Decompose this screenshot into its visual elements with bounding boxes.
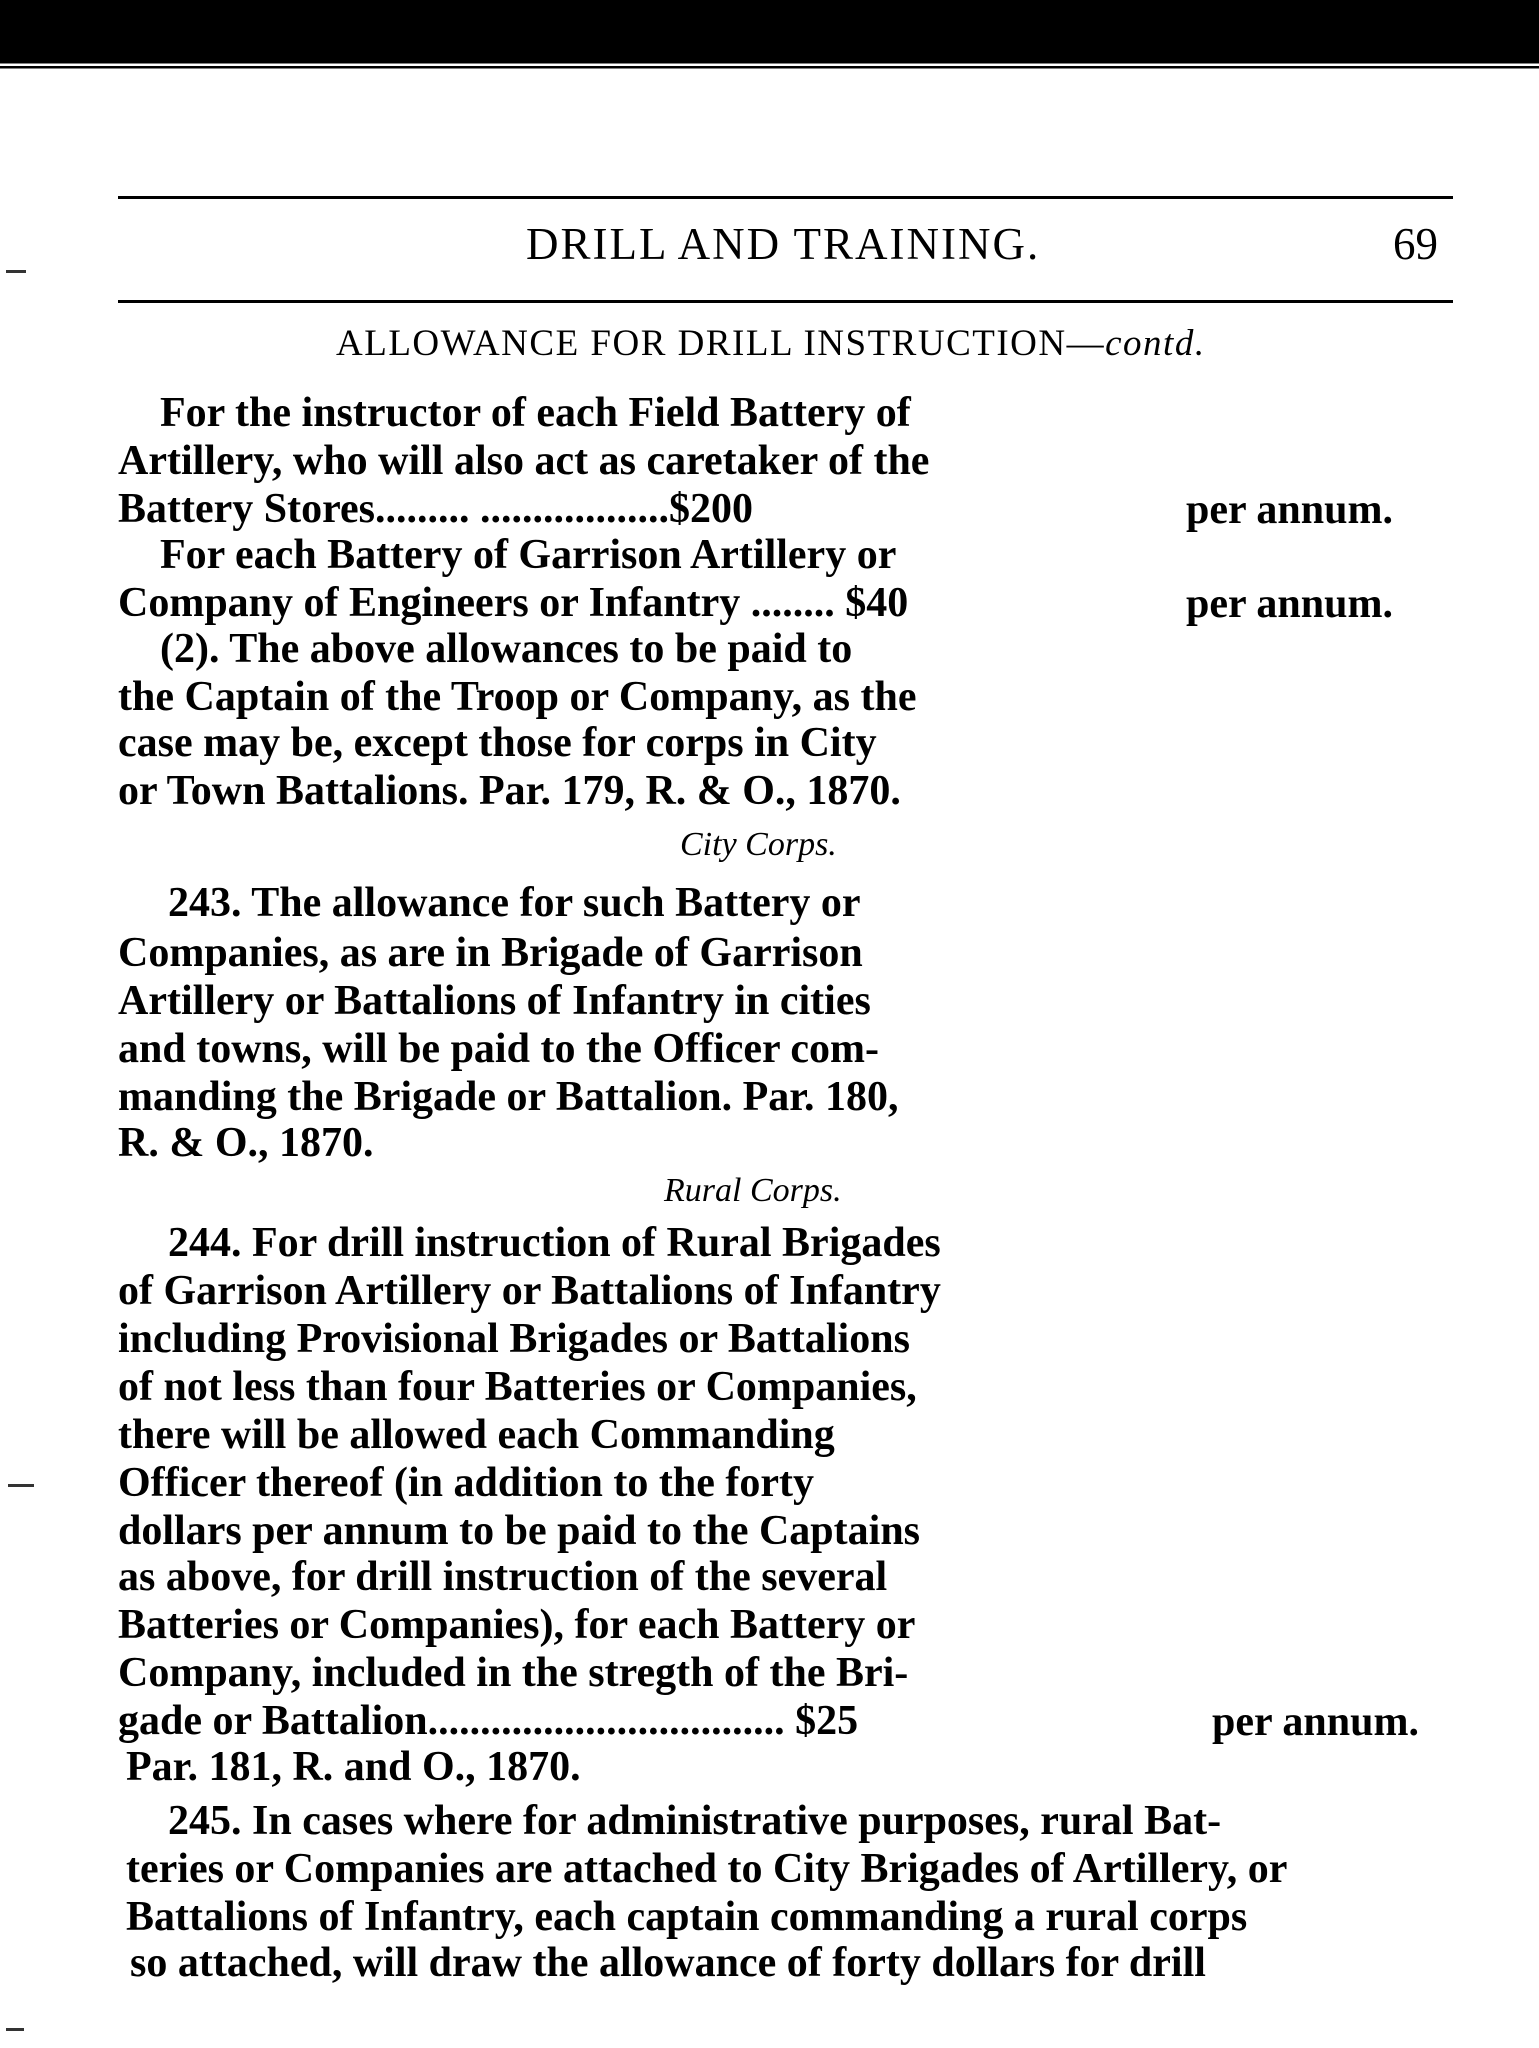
text-line: For each Battery of Garrison Artillery or (160, 532, 897, 578)
header-rule-top (118, 196, 1453, 199)
section-head-city-corps: City Corps. (680, 826, 837, 863)
scan-speck (8, 1484, 34, 1487)
amount-suffix: per annum. (1186, 581, 1393, 627)
text-line: of not less than four Batteries or Companies, (118, 1364, 917, 1410)
text-line: Battery Stores......... ..................$200 (118, 486, 753, 532)
text-line: teries or Companies are attached to City Brigades of Artillery, or (126, 1846, 1288, 1892)
scan-speck (6, 2028, 24, 2031)
text-line: dollars per annum to be paid to the Captains (118, 1508, 921, 1554)
text-line: there will be allowed each Commanding (118, 1412, 835, 1458)
text-line: Artillery, who will also act as caretaker of the (118, 438, 930, 484)
page-number: 69 (1393, 219, 1438, 269)
text-line: manding the Brigade or Battalion. Par. 180, (118, 1074, 899, 1120)
text-line: R. & O., 1870. (118, 1120, 374, 1166)
text-line: Company, included in the stregth of the Bri- (118, 1650, 909, 1696)
text-line: as above, for drill instruction of the several (118, 1554, 888, 1600)
text-line: Officer thereof (in addition to the forty (118, 1460, 814, 1506)
text-line: of Garrison Artillery or Battalions of Infantry (118, 1268, 941, 1314)
text-line: 245. In cases where for administrative purposes, rural Bat- (168, 1798, 1222, 1844)
scan-top-border-edge (0, 58, 1539, 76)
running-head-title: DRILL AND TRAINING. (526, 219, 1041, 269)
amount-suffix: per annum. (1212, 1699, 1419, 1745)
text-line: so attached, will draw the allowance of forty dollars for drill (130, 1940, 1206, 1986)
text-line: 243. The allowance for such Battery or (168, 880, 861, 926)
scan-speck (6, 270, 26, 273)
text-line: or Town Battalions. Par. 179, R. & O., 1870. (118, 768, 901, 814)
text-line: the Captain of the Troop or Company, as the (118, 674, 917, 720)
text-line: Par. 181, R. and O., 1870. (126, 1744, 581, 1790)
text-line: including Provisional Brigades or Battalions (118, 1316, 910, 1362)
text-line: (2). The above allowances to be paid to (160, 626, 853, 672)
text-line: For the instructor of each Field Battery of (160, 390, 911, 436)
text-line: Companies, as are in Brigade of Garrison (118, 930, 863, 976)
amount-suffix: per annum. (1186, 487, 1393, 533)
section-subheading (336, 322, 1206, 365)
text-line: gade or Battalion.................................. $25 (118, 1698, 859, 1744)
header-rule-bottom (118, 300, 1453, 303)
text-line: case may be, except those for corps in City (118, 720, 877, 766)
text-line: Artillery or Battalions of Infantry in cities (118, 978, 871, 1024)
text-line: 244. For drill instruction of Rural Brigades (168, 1220, 941, 1266)
text-line: Company of Engineers or Infantry ........ $40 (118, 580, 909, 626)
subheading-contd: contd. (1105, 323, 1206, 364)
subheading-text: ALLOWANCE FOR DRILL INSTRUCTION— (336, 323, 1106, 364)
text-line: and towns, will be paid to the Officer com- (118, 1026, 880, 1072)
text-line: Batteries or Companies), for each Battery or (118, 1602, 916, 1648)
text-line: Battalions of Infantry, each captain commanding a rural corps (126, 1894, 1248, 1940)
scan-top-border (0, 0, 1539, 58)
section-head-rural-corps: Rural Corps. (664, 1172, 842, 1209)
